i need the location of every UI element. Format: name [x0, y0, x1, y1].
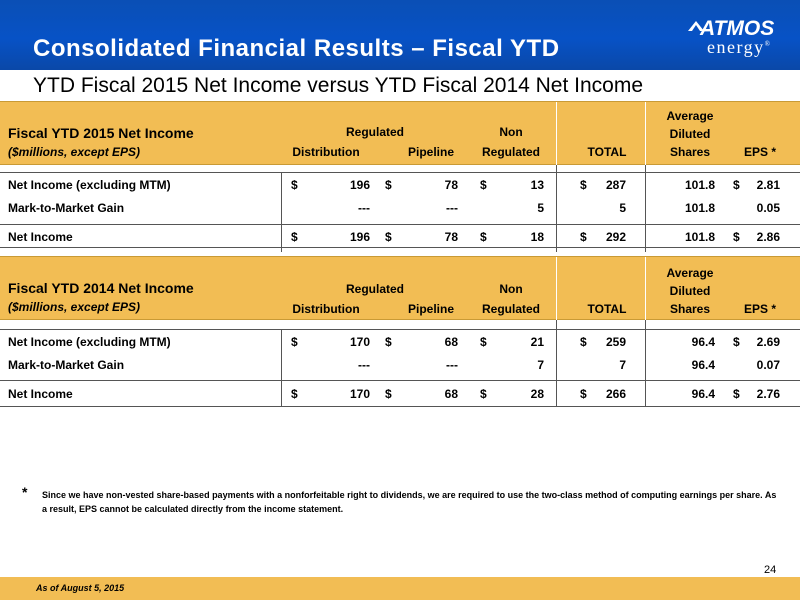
- table-subtitle: ($millions, except EPS): [8, 145, 141, 159]
- col-avg-1: Average: [666, 109, 714, 123]
- slide-subtitle: YTD Fiscal 2015 Net Income versus YTD Fiscal 2014 Net Income: [33, 74, 644, 97]
- col-avg-3: Shares: [669, 145, 711, 159]
- col-avg-3: Shares: [669, 302, 711, 316]
- col-distribution: Distribution: [292, 302, 360, 316]
- table-body: [0, 165, 800, 252]
- page-number: 24: [764, 564, 777, 576]
- col-non-regulated: Regulated: [481, 302, 540, 316]
- table-row: Net Income (excluding MTM) $ 196 $ 78 $ 13 $ 287 101.8 $ 2.81: [8, 178, 780, 192]
- logo-sub: energy®: [707, 37, 770, 57]
- table-row: Mark-to-Market Gain --- --- 7 7 96.4 0.07: [8, 358, 780, 372]
- table-title: Fiscal YTD 2015 Net Income: [8, 125, 194, 141]
- col-regulated-group: Regulated: [345, 282, 404, 296]
- table-row: Net Income $ 170 $ 68 $ 28 $ 266 96.4 $ 2.76: [8, 387, 780, 401]
- footnote-marker: *: [22, 484, 28, 500]
- col-avg-2: Diluted: [669, 127, 711, 141]
- table-header: [0, 101, 800, 165]
- col-pipeline: Pipeline: [407, 302, 454, 316]
- table-title: Fiscal YTD 2014 Net Income: [8, 280, 194, 296]
- as-of-date: As of August 5, 2015: [36, 583, 125, 593]
- col-avg-2: Diluted: [669, 284, 711, 298]
- col-eps: EPS *: [743, 302, 776, 316]
- table-row: Mark-to-Market Gain --- --- 5 5 101.8 0.05: [8, 201, 780, 215]
- logo-brand: ATMOS: [700, 17, 775, 40]
- col-pipeline: Pipeline: [407, 145, 454, 159]
- col-distribution: Distribution: [292, 145, 360, 159]
- atmos-energy-logo: [686, 17, 786, 63]
- table-subtitle: ($millions, except EPS): [8, 300, 141, 314]
- table-body: [0, 320, 800, 407]
- footnote-text: Since we have non-vested share-based payments with a nonforfeitable right to dividends, we are required to use the two-class method of computing earnings per share. As a result, EPS cannot be calculated directly from the income statement.: [42, 490, 777, 514]
- col-total: TOTAL: [587, 145, 627, 159]
- col-non: Non: [499, 282, 523, 296]
- table-row: Net Income $ 196 $ 78 $ 18 $ 292 101.8 $ 2.86: [8, 230, 780, 244]
- table-row: Net Income (excluding MTM) $ 170 $ 68 $ 21 $ 259 96.4 $ 2.69: [8, 335, 780, 349]
- col-non-regulated: Regulated: [481, 145, 540, 159]
- col-total: TOTAL: [587, 302, 627, 316]
- slide-title: Consolidated Financial Results – Fiscal YTD: [33, 35, 560, 62]
- col-avg-1: Average: [666, 266, 714, 280]
- col-eps: EPS *: [743, 145, 776, 159]
- table-header: [0, 256, 800, 320]
- col-non: Non: [499, 125, 523, 139]
- col-regulated-group: Regulated: [345, 125, 404, 139]
